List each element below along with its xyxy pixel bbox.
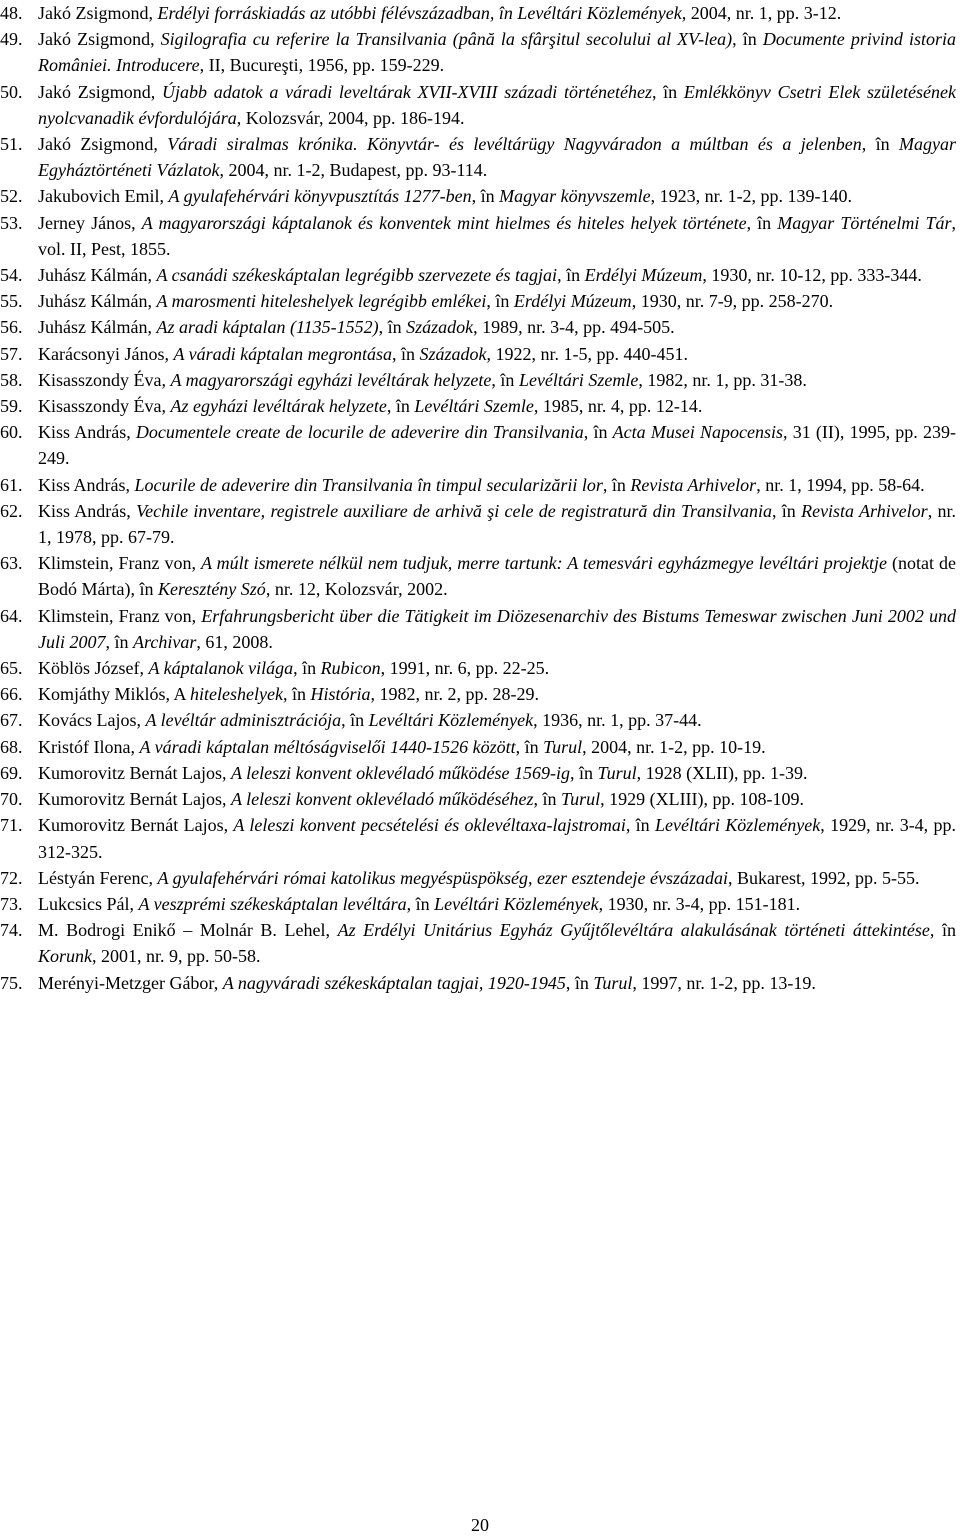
reference-text	[38, 917, 956, 969]
reference-number: 68.	[0, 736, 23, 757]
reference-title: A váradi káptalan méltóságviselői 1440-1526 között	[139, 736, 516, 757]
reference-segment: Kumorovitz Bernát Lajos,	[38, 789, 231, 810]
reference-title: A nagyváradi székeskáptalan tagjai, 1920-1945	[222, 972, 566, 993]
reference-title: História	[310, 684, 371, 705]
reference-text	[38, 183, 956, 209]
reference-segment: Jakó Zsigmond,	[38, 134, 168, 155]
reference-segment: , 1982, nr. 1, pp. 31-38.	[638, 369, 807, 390]
reference-text	[38, 550, 956, 602]
reference-item	[0, 419, 960, 471]
reference-text	[38, 865, 956, 891]
reference-title: A gyulafehérvári könyvpusztítás 1277-ben	[168, 186, 472, 207]
reference-text	[38, 0, 956, 26]
reference-item	[0, 288, 960, 314]
reference-segment: Lukcsics Pál,	[38, 893, 139, 914]
reference-segment: Kumorovitz Bernát Lajos,	[38, 815, 234, 836]
reference-number: 60.	[0, 422, 23, 443]
reference-item	[0, 0, 960, 26]
reference-item	[0, 550, 960, 602]
reference-text	[38, 498, 956, 550]
reference-number: 64.	[0, 605, 23, 626]
reference-segment: , în	[386, 396, 415, 417]
reference-title: A magyarországi egyházi levéltárak helyzete	[170, 369, 492, 390]
reference-text	[38, 734, 956, 760]
reference-text	[38, 891, 956, 917]
reference-number: 57.	[0, 343, 23, 364]
reference-segment: , Kolozsvár, 2004, pp. 186-194.	[236, 107, 465, 128]
reference-segment: , în	[732, 29, 763, 50]
reference-segment: Merényi-Metzger Gábor,	[38, 972, 223, 993]
reference-item	[0, 681, 960, 707]
reference-segment: , în	[557, 265, 585, 286]
reference-segment: , 1930, nr. 7-9, pp. 258-270.	[631, 291, 834, 312]
reference-text	[38, 681, 956, 707]
reference-title: Erdélyi Múzeum	[513, 291, 632, 312]
reference-item	[0, 655, 960, 681]
reference-segment: Karácsonyi János,	[38, 343, 174, 364]
reference-segment: , în	[391, 343, 420, 364]
reference-title: A gyulafehérvári római katolikus megyéspüspökség, ezer esztendeje évszázadai	[157, 867, 728, 888]
reference-segment: Jakó Zsigmond,	[38, 29, 161, 50]
reference-segment: , 1991, nr. 6, pp. 22-25.	[380, 658, 550, 679]
reference-title: A váradi káptalan megrontása	[173, 343, 392, 364]
reference-segment: Jerney János,	[38, 212, 142, 233]
reference-title: Váradi siralmas krónika. Könyvtár- és levéltárügy Nagyváradon a múltban és a jelenben	[167, 134, 862, 155]
reference-segment: , Bukarest, 1992, pp. 5-55.	[728, 867, 920, 888]
reference-segment: , în	[471, 186, 500, 207]
reference-segment: , 1997, nr. 1-2, pp. 13-19.	[632, 972, 816, 993]
reference-segment: , 2004, nr. 1, pp. 3-12.	[681, 3, 842, 23]
reference-item	[0, 865, 960, 891]
reference-title: Turul	[561, 789, 601, 810]
reference-item	[0, 707, 960, 733]
reference-title: A levéltár adminisztrációja	[145, 710, 342, 731]
reference-segment: , în	[293, 658, 321, 679]
reference-item	[0, 603, 960, 655]
reference-title: hiteleshelyek	[190, 684, 283, 705]
reference-segment: , în	[602, 474, 631, 495]
reference-segment: , nr. 12, Kolozsvár, 2002.	[265, 579, 448, 600]
reference-title: Levéltári Közlemények	[368, 710, 534, 731]
reference-segment: Köblös József,	[38, 658, 149, 679]
reference-segment: , 2004, nr. 1-2, pp. 10-19.	[582, 736, 766, 757]
reference-title: Turul	[597, 762, 637, 783]
reference-segment: , 1930, nr. 3-4, pp. 151-181.	[598, 893, 801, 914]
reference-title: Levéltári Közlemények	[654, 815, 821, 836]
reference-title: Sigilografia cu referire la Transilvania (până la sfârşitul secolului al XV-lea)	[160, 29, 733, 50]
reference-segment: , în	[861, 134, 899, 155]
reference-title: A veszprémi székeskáptalan levéltára	[138, 893, 407, 914]
reference-title: Az Erdélyi Unitárius Egyház Gyűjtőlevéltára alakulásának történeti áttekintése	[337, 920, 930, 941]
reference-segment: , 1923, nr. 1-2, pp. 139-140.	[650, 186, 853, 207]
reference-title: Rubicon	[320, 658, 381, 679]
reference-item	[0, 367, 960, 393]
reference-number: 53.	[0, 212, 23, 233]
reference-segment: , 1930, nr. 10-12, pp. 333-344.	[702, 265, 922, 286]
reference-text	[38, 79, 956, 131]
reference-title: Századok	[406, 317, 474, 338]
reference-title: Documente privind istoria României. Introducere	[38, 29, 956, 76]
reference-title: Magyar Egyháztörténeti Vázlatok	[38, 134, 956, 181]
reference-segment: Kisasszondy Éva,	[38, 369, 171, 390]
reference-title: Századok	[419, 343, 487, 364]
reference-title: Acta Musei Napocensis	[612, 422, 784, 443]
reference-title: Korunk	[38, 946, 92, 967]
reference-number: 75.	[0, 972, 23, 993]
reference-text	[38, 393, 956, 419]
reference-text	[38, 314, 956, 340]
reference-item	[0, 26, 960, 78]
reference-item	[0, 760, 960, 786]
reference-number: 71.	[0, 815, 23, 836]
reference-segment: , 2001, nr. 9, pp. 50-58.	[92, 946, 261, 967]
reference-title: A káptalanok világa	[148, 658, 294, 679]
reference-segment: Juhász Kálmán,	[38, 265, 157, 286]
reference-text	[38, 655, 956, 681]
reference-title: A leleszi konvent oklevéladó működése 1569-ig	[230, 762, 571, 783]
reference-item	[0, 262, 960, 288]
reference-title: Revista Arhivelor	[630, 474, 757, 495]
reference-segment: , în	[772, 500, 802, 521]
reference-segment: , nr. 1, 1978, pp. 67-79.	[38, 500, 956, 548]
reference-text	[38, 603, 956, 655]
reference-number: 58.	[0, 369, 23, 390]
reference-title: A marosmenti hiteleshelyek legrégibb emlékei	[156, 291, 487, 312]
reference-item	[0, 812, 960, 864]
reference-segment: Kovács Lajos,	[38, 710, 146, 731]
reference-title: Újabb adatok a váradi leveltárak XVII-XVIII századi történetéhez	[161, 81, 652, 102]
reference-segment: , în	[583, 422, 613, 443]
reference-title: Archivar	[133, 631, 197, 652]
reference-item	[0, 498, 960, 550]
reference-title: Keresztény Szó	[157, 579, 266, 600]
reference-segment: , în	[378, 317, 407, 338]
reference-item	[0, 79, 960, 131]
reference-number: 51.	[0, 134, 23, 155]
reference-segment: , în	[746, 212, 778, 233]
reference-number: 74.	[0, 920, 23, 941]
reference-number: 70.	[0, 789, 23, 810]
reference-segment: Kristóf Ilona,	[38, 736, 140, 757]
reference-text	[38, 472, 956, 498]
reference-segment: M. Bodrogi Enikő – Molnár B. Lehel,	[38, 920, 338, 941]
reference-text	[38, 288, 956, 314]
reference-segment: , 1922, nr. 1-5, pp. 440-451.	[486, 343, 688, 364]
reference-item	[0, 970, 960, 996]
reference-segment: Juhász Kálmán,	[38, 317, 157, 338]
reference-segment: , în	[533, 789, 562, 810]
reference-number: 73.	[0, 893, 23, 914]
reference-segment: , în	[282, 684, 311, 705]
reference-segment: , 1989, nr. 3-4, pp. 494-505.	[473, 317, 675, 338]
reference-number: 59.	[0, 396, 23, 417]
reference-segment: Kiss András,	[38, 474, 135, 495]
reference-segment: , în	[341, 710, 369, 731]
reference-title: A múlt ismerete nélkül nem tudjuk, merre tartunk: A temesvári egyházmegye levéltári projektje	[200, 553, 888, 574]
reference-title: Revista Arhivelor	[801, 500, 928, 521]
reference-title: A csanádi székeskáptalan legrégibb szervezete és tagjai	[156, 265, 558, 286]
reference-segment: , în	[570, 762, 598, 783]
reference-item	[0, 734, 960, 760]
reference-segment: , 61, 2008.	[196, 631, 273, 652]
reference-segment: Jakó Zsigmond,	[38, 81, 162, 102]
reference-segment: , 1982, nr. 2, pp. 28-29.	[370, 684, 539, 705]
reference-segment: , în	[105, 631, 134, 652]
reference-number: 69.	[0, 762, 23, 783]
reference-segment: Jakó Zsigmond,	[38, 3, 158, 23]
reference-segment: Kumorovitz Bernát Lajos,	[38, 762, 231, 783]
reference-segment: Juhász Kálmán,	[38, 291, 157, 312]
reference-item	[0, 891, 960, 917]
reference-title: Turul	[543, 736, 583, 757]
reference-title: Erfahrungsbericht über die Tätigkeit im Diözesenarchiv des Bistums Temeswar zwischen Juni 2002 und Juli 2007	[38, 605, 956, 652]
reference-title: Levéltári Szemle	[518, 369, 639, 390]
reference-segment: , în	[565, 972, 594, 993]
reference-segment: (notat de Bodó Márta), în	[38, 553, 957, 600]
reference-text	[38, 26, 956, 78]
reference-segment: Jakubovich Emil,	[38, 186, 169, 207]
reference-text	[38, 262, 956, 288]
page-number: 20	[471, 1515, 489, 1535]
reference-item	[0, 917, 960, 969]
reference-item	[0, 472, 960, 498]
reference-text	[38, 812, 956, 864]
reference-text	[38, 786, 956, 812]
reference-number: 50.	[0, 81, 23, 102]
reference-text	[38, 131, 956, 183]
reference-number: 62.	[0, 500, 23, 521]
reference-text	[38, 970, 956, 996]
reference-segment: , în	[929, 920, 956, 941]
reference-segment: , 31 (II), 1995, pp. 239-249.	[38, 422, 956, 469]
reference-segment: Kiss András,	[38, 422, 136, 443]
reference-number: 72.	[0, 867, 23, 888]
reference-number: 54.	[0, 265, 23, 286]
reference-item	[0, 183, 960, 209]
reference-segment: , 1936, nr. 1, pp. 37-44.	[533, 710, 702, 731]
reference-number: 63.	[0, 553, 23, 574]
reference-title: Az aradi káptalan (1135-1552)	[156, 317, 379, 338]
reference-segment: , 1985, nr. 4, pp. 12-14.	[533, 396, 703, 417]
reference-text	[38, 419, 956, 471]
reference-number: 65.	[0, 658, 23, 679]
reference-segment: , nr. 1, 1994, pp. 58-64.	[756, 474, 925, 495]
reference-title: Vechile inventare, registrele auxiliare de arhivă şi cele de registratură din Transilvania	[136, 500, 772, 521]
reference-segment: , în	[406, 893, 435, 914]
reference-title: Erdélyi forráskiadás az utóbbi félévszázadban, în Levéltári Közlemények	[157, 3, 682, 23]
reference-title: Erdélyi Múzeum	[584, 265, 703, 286]
reference-segment: , II, Bucureşti, 1956, pp. 159-229.	[199, 55, 445, 76]
reference-text	[38, 760, 956, 786]
reference-number: 61.	[0, 474, 23, 495]
reference-segment: , 1929, nr. 3-4, pp. 312-325.	[38, 815, 956, 862]
reference-item	[0, 131, 960, 183]
reference-segment: , în	[491, 369, 519, 390]
reference-number: 48.	[0, 3, 23, 23]
reference-title: Az egyházi levéltárak helyzete	[170, 396, 387, 417]
reference-number: 56.	[0, 317, 23, 338]
reference-title: A leleszi konvent oklevéladó működéséhez	[230, 789, 534, 810]
reference-title: A leleszi konvent pecsételési és oklevéltaxa-lajstromai	[233, 815, 626, 836]
reference-title: Documentele create de locurile de adeverire din Transilvania	[135, 422, 584, 443]
reference-text	[38, 210, 956, 262]
reference-title: Turul	[593, 972, 633, 993]
reference-title: Emlékkönyv Csetri Elek születésének nyolcvanadik évfordulójára	[38, 81, 956, 128]
reference-segment: , în	[515, 736, 544, 757]
reference-number: 67.	[0, 710, 23, 731]
reference-item	[0, 341, 960, 367]
reference-number: 66.	[0, 684, 23, 705]
reference-segment: Komjáthy Miklós, A	[38, 684, 191, 705]
reference-segment: , vol. II, Pest, 1855.	[38, 212, 956, 259]
reference-title: Levéltári Szemle	[414, 396, 534, 417]
reference-number: 49.	[0, 29, 23, 50]
reference-segment: , în	[625, 815, 655, 836]
reference-segment: Klimstein, Franz von,	[38, 605, 202, 626]
reference-segment: , în	[651, 81, 684, 102]
reference-number: 52.	[0, 186, 23, 207]
reference-title: Magyar Történelmi Tár	[777, 212, 952, 233]
reference-item	[0, 210, 960, 262]
reference-item	[0, 393, 960, 419]
reference-text	[38, 341, 956, 367]
reference-text	[38, 707, 956, 733]
reference-segment: , în	[486, 291, 514, 312]
reference-segment: Kisasszondy Éva,	[38, 396, 171, 417]
reference-segment: Léstyán Ferenc,	[38, 867, 158, 888]
reference-segment: , 2004, nr. 1-2, Budapest, pp. 93-114.	[219, 160, 488, 181]
reference-item	[0, 786, 960, 812]
reference-segment: Kiss András,	[38, 500, 137, 521]
reference-title: A magyarországi káptalanok és konventek mint hielmes és hiteles helyek története	[141, 212, 747, 233]
reference-title: Levéltári Közlemények	[434, 893, 599, 914]
reference-text	[38, 367, 956, 393]
reference-segment: Klimstein, Franz von,	[38, 553, 201, 574]
reference-title: Locurile de adeverire din Transilvania în timpul secularizării lor	[134, 474, 603, 495]
reference-title: Magyar könyvszemle	[499, 186, 651, 207]
reference-item	[0, 314, 960, 340]
reference-segment: , 1929 (XLIII), pp. 108-109.	[600, 789, 805, 810]
reference-segment: , 1928 (XLII), pp. 1-39.	[636, 762, 808, 783]
reference-number: 55.	[0, 291, 23, 312]
